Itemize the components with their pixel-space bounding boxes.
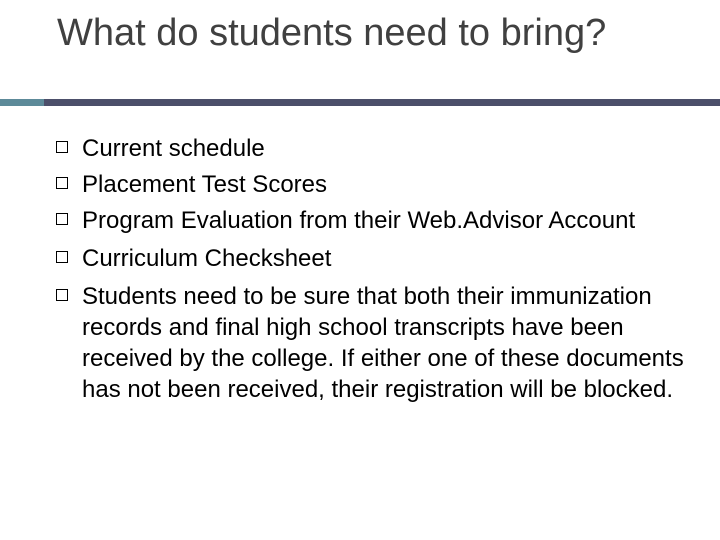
hollow-square-icon — [56, 141, 68, 153]
slide-title: What do students need to bring? — [57, 12, 607, 54]
bullet-text: Placement Test Scores — [82, 171, 328, 198]
hollow-square-icon — [56, 213, 68, 225]
bullet-item — [56, 205, 696, 236]
hollow-square-icon — [56, 177, 68, 189]
title-rule-accent — [0, 99, 44, 106]
hollow-square-icon — [56, 251, 68, 263]
bullet-list — [56, 133, 696, 412]
bullet-item — [56, 281, 696, 405]
bullet-text: Curriculum Checksheet — [82, 245, 332, 272]
bullet-item — [56, 243, 696, 274]
bullet-item — [56, 169, 696, 200]
bullet-text: Program Evaluation from their Web.Advisor Account — [82, 207, 636, 234]
title-rule — [44, 99, 720, 106]
bullet-text: Current schedule — [82, 135, 265, 162]
hollow-square-icon — [56, 289, 68, 301]
bullet-item — [56, 133, 696, 164]
bullet-text: Students need to be sure that both their immunization records and final high school transcripts have been received by the college. If either one of these documents has not been received, their registration will be blocked. — [82, 283, 684, 403]
